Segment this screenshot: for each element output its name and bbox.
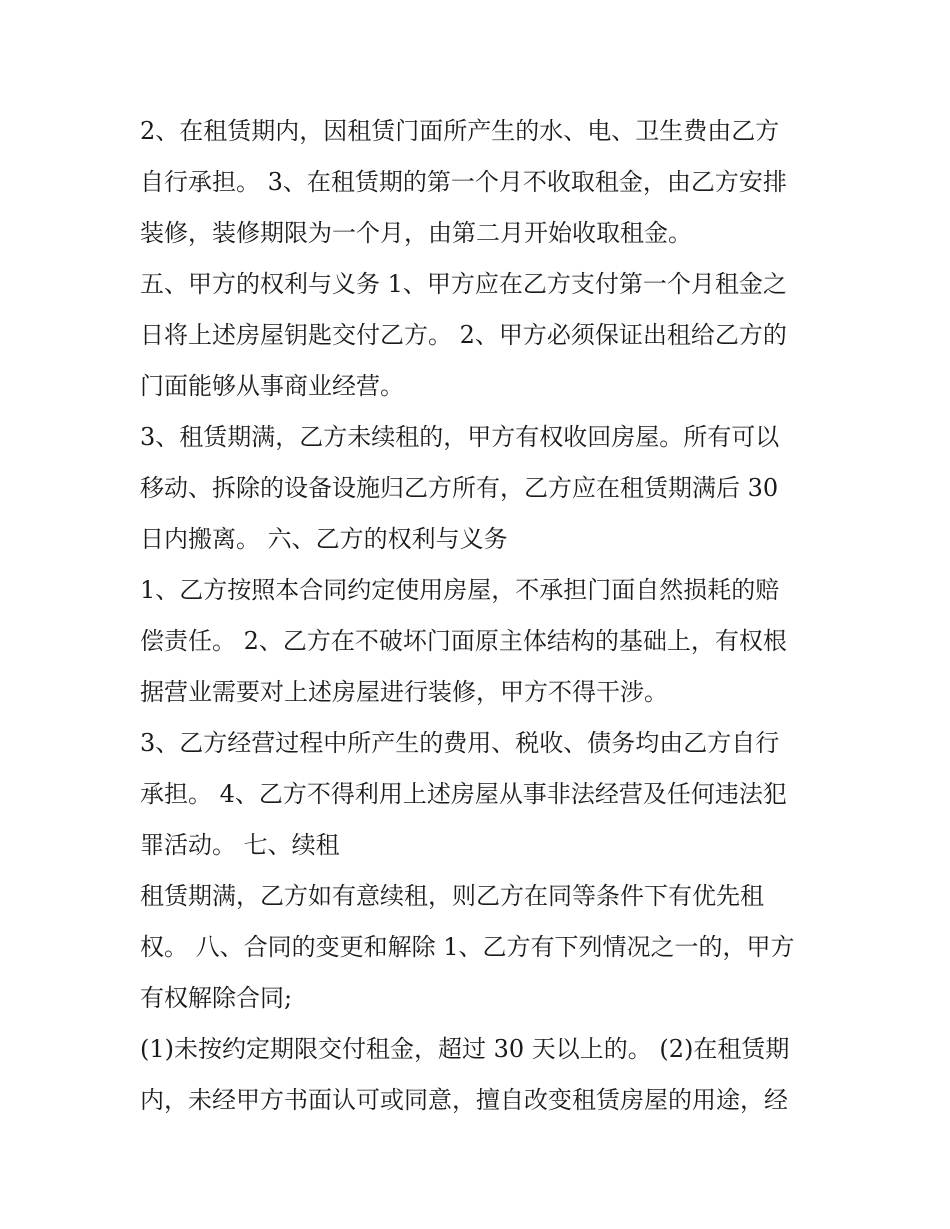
text-line: 装修，装修期限为一个月，由第二月开始收取租金。 [140, 219, 692, 247]
text-line: 1、乙方按照本合同约定使用房屋，不承担门面自然损耗的赔 [140, 576, 780, 604]
text-line: 3、租赁期满，乙方未续租的，甲方有权收回房屋。所有可以 [140, 423, 780, 451]
text-line: 有权解除合同; [140, 984, 293, 1012]
text-line: (1)未按约定期限交付租金，超过 30 天以上的。 (2)在租赁期 [140, 1035, 790, 1063]
text-line: 五、甲方的权利与义务 1、甲方应在乙方支付第一个月租金之 [140, 270, 787, 298]
text-line: 偿责任。 2、乙方在不破坏门面原主体结构的基础上，有权根 [140, 627, 787, 655]
text-line: 自行承担。 3、在租赁期的第一个月不收取租金，由乙方安排 [140, 168, 787, 196]
text-line: 门面能够从事商业经营。 [140, 372, 404, 400]
text-line: 承担。 4、乙方不得利用上述房屋从事非法经营及任何违法犯 [140, 780, 787, 808]
text-line: 移动、拆除的设备设施归乙方所有，乙方应在租赁期满后 30 [140, 474, 779, 502]
paragraph-utilities-and-renovation [140, 106, 820, 259]
paragraph-termination-conditions [140, 1024, 820, 1126]
document-body [140, 106, 820, 1126]
paragraph-lessee-usage [140, 565, 820, 718]
paragraph-renewal [140, 871, 820, 1024]
text-line: 权。 八、合同的变更和解除 1、乙方有下列情况之一的，甲方 [140, 933, 795, 961]
paragraph-lessee-obligations [140, 718, 820, 871]
paragraph-lessor-rights [140, 259, 820, 412]
text-line: 罪活动。 七、续租 [140, 831, 340, 859]
text-line: 日将上述房屋钥匙交付乙方。 2、甲方必须保证出租给乙方的 [140, 321, 787, 349]
text-line: 内，未经甲方书面认可或同意，擅自改变租赁房屋的用途，经 [140, 1086, 788, 1114]
text-line: 2、在租赁期内，因租赁门面所产生的水、电、卫生费由乙方 [140, 117, 780, 145]
text-line: 租赁期满，乙方如有意续租，则乙方在同等条件下有优先租 [140, 882, 764, 910]
text-line: 据营业需要对上述房屋进行装修，甲方不得干涉。 [140, 678, 668, 706]
paragraph-lease-expiry [140, 412, 820, 565]
text-line: 日内搬离。 六、乙方的权利与义务 [140, 525, 508, 553]
text-line: 3、乙方经营过程中所产生的费用、税收、债务均由乙方自行 [140, 729, 780, 757]
